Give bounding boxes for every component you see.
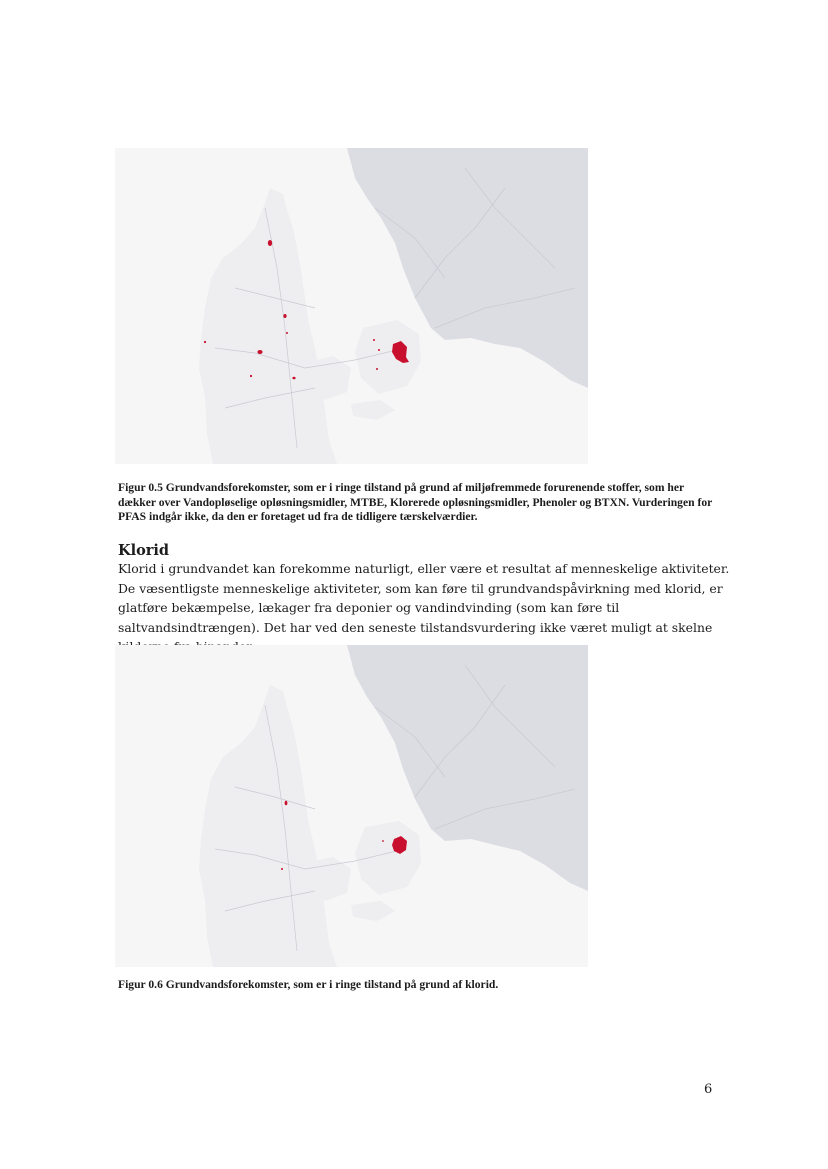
map-figure-0-6 [115, 645, 588, 967]
zealand-land [355, 320, 421, 394]
jutland-land [199, 685, 337, 967]
map-svg [115, 645, 588, 967]
lolland-land [351, 901, 395, 921]
map-svg [115, 148, 588, 464]
section-body: Klorid i grundvandet kan forekomme naturligt, eller være et resultat af menneskelige aktiviteter. De væsentligste menneskelige aktiviteter, som kan føre til grundvandspåvirkning med klorid, er glatføre bekæmpelse, lækager fra deponier og vandindvinding (som kan føre til saltvandsindtrængen). Det har ved den seneste tilstandsvurdering ikke været muligt at skelne [118, 561, 730, 635]
figure-caption: Figur 0.5 Grundvandsforekomster, som er i ringe tilstand på grund af miljøfremmede forurenende stoffer, som her dækker over Vandopløselige opløsningsmidler, MTBE, Klorerede opløsningsmidler, Phenoler og BTXN. Vurderingen for PFAS indgår ikke, da den er foretaget ud fra de tidligere tærskelværdier. [118, 481, 713, 523]
page-number: 6 [704, 1082, 713, 1097]
zealand-land [355, 821, 421, 895]
map-figure-0-5 [115, 148, 588, 464]
section-heading: Klorid [118, 542, 170, 559]
lolland-land [351, 400, 395, 420]
jutland-land [199, 188, 337, 464]
figure-caption: Figur 0.6 Grundvandsforekomster, som er i ringe tilstand på grund af klorid. [118, 978, 499, 991]
